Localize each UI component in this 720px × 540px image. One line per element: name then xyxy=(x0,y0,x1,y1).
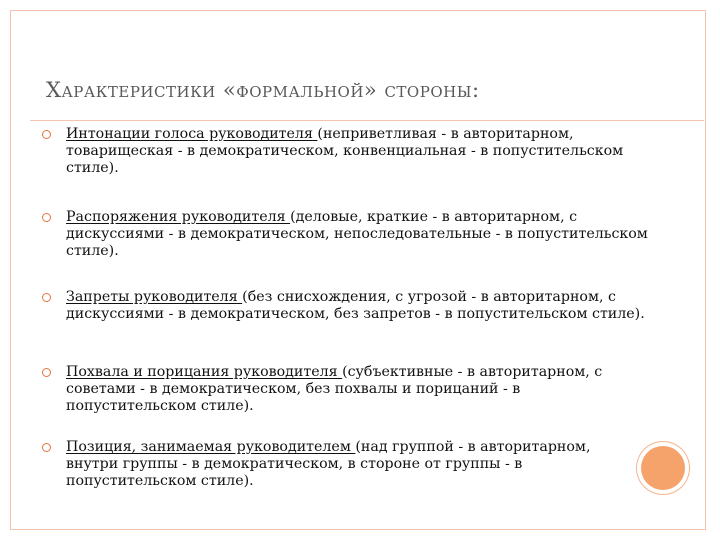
bullet-text: (над группой - в авторитарном, внутри группы - в демократическом, в стороне от группы - в попустительском стиле). xyxy=(66,439,591,489)
bullet-lead: Запреты руководителя xyxy=(66,289,243,305)
bullet-item-prohibitions xyxy=(34,289,666,323)
bullet-lead: Распоряжения руководителя xyxy=(66,209,291,225)
bullet-text: (субъективные - в авторитарном, с советами - в демократическом, без похвалы и порицаний - в попустительском стиле). xyxy=(66,364,603,414)
bullet-item-praise xyxy=(34,364,611,415)
decorative-circle xyxy=(641,446,685,490)
bullet-text: (без снисхождения, с угрозой - в авторитарном, с дискуссиями - в демократическом, без запретов - в попустительском стиле). xyxy=(66,289,645,322)
bullet-item-intonation xyxy=(34,126,666,177)
bullet-text: (деловые, краткие - в авторитарном, с дискуссиями - в демократическом, непоследовательные - в попустительском стиле). xyxy=(66,209,648,259)
bullet-text: (неприветливая - в авторитарном, товарищеская - в демократическом, конвенциальная - в попустительском стиле). xyxy=(66,126,624,176)
bullet-circle-icon xyxy=(42,293,51,302)
bullet-item-position xyxy=(34,439,631,490)
bullet-circle-icon xyxy=(42,368,51,377)
slide-title: Характеристики «формальной» стороны: xyxy=(46,78,480,102)
title-divider xyxy=(30,120,704,121)
bullet-circle-icon xyxy=(42,213,51,222)
bullet-lead: Похвала и порицания руководителя xyxy=(66,364,343,380)
bullet-item-orders xyxy=(34,209,666,260)
bullet-lead: Позиция, занимаемая руководителем xyxy=(66,439,356,455)
bullet-lead: Интонации голоса руководителя xyxy=(66,126,318,142)
bullet-circle-icon xyxy=(42,130,51,139)
bullet-circle-icon xyxy=(42,443,51,452)
